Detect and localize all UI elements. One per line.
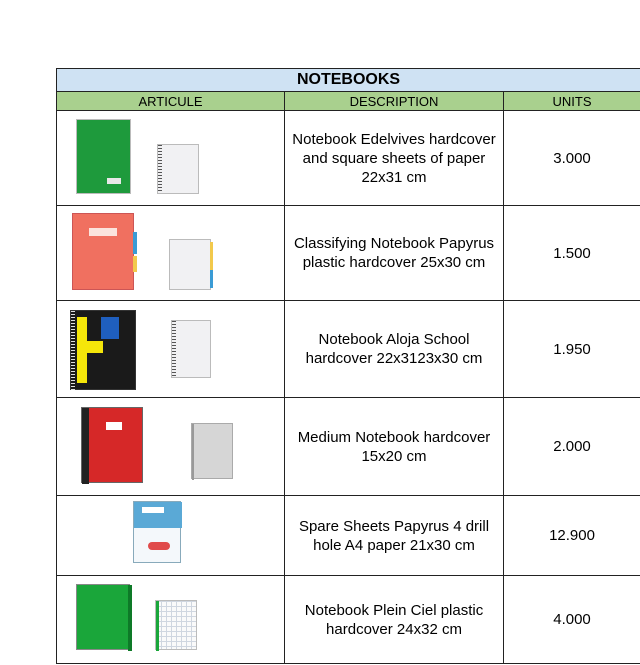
- table-row: [57, 576, 640, 664]
- row-description: Notebook Edelvives hardcover and square sheets of paper 22x31 cm: [285, 111, 504, 206]
- article-images: [57, 576, 285, 664]
- header-row: [57, 92, 640, 111]
- article-images: [57, 496, 285, 576]
- table-row: [57, 398, 640, 496]
- notebooks-table: [56, 68, 640, 664]
- row-units: 4.000: [504, 576, 640, 664]
- header-description: DESCRIPTION: [285, 92, 504, 111]
- notebook-page-image: [171, 320, 211, 378]
- notebook-page-image: [157, 144, 199, 194]
- article-images: [57, 301, 285, 398]
- row-units: 1.500: [504, 206, 640, 301]
- row-description: Notebook Aloja School hardcover 22x3123x30 cm: [285, 301, 504, 398]
- notebook-cover-image: [72, 213, 134, 290]
- notebook-page-image: [191, 423, 233, 479]
- row-description: Medium Notebook hardcover 15x20 cm: [285, 398, 504, 496]
- notebooks-sheet: [56, 68, 640, 664]
- table-title: NOTEBOOKS: [57, 69, 640, 92]
- row-description: Classifying Notebook Papyrus plastic hardcover 25x30 cm: [285, 206, 504, 301]
- notebook-page-image: [169, 239, 211, 290]
- table-row: [57, 301, 640, 398]
- row-units: 12.900: [504, 496, 640, 576]
- header-units: UNITS: [504, 92, 640, 111]
- notebook-cover-image: [70, 310, 136, 390]
- notebook-cover-image: [76, 584, 130, 650]
- notebook-cover-image: [76, 119, 131, 194]
- row-description: Notebook Plein Ciel plastic hardcover 24x32 cm: [285, 576, 504, 664]
- row-units: 3.000: [504, 111, 640, 206]
- table-row: [57, 206, 640, 301]
- title-row: [57, 69, 640, 92]
- row-units: 2.000: [504, 398, 640, 496]
- header-articule: ARTICULE: [57, 92, 285, 111]
- table-row: [57, 496, 640, 576]
- table-row: [57, 111, 640, 206]
- notebook-page-image: [155, 600, 197, 650]
- article-images: [57, 206, 285, 301]
- row-description: Spare Sheets Papyrus 4 drill hole A4 paper 21x30 cm: [285, 496, 504, 576]
- article-images: [57, 111, 285, 206]
- notebook-cover-image: [81, 407, 143, 483]
- article-images: [57, 398, 285, 496]
- spare-sheets-pack-image: [133, 501, 181, 563]
- row-units: 1.950: [504, 301, 640, 398]
